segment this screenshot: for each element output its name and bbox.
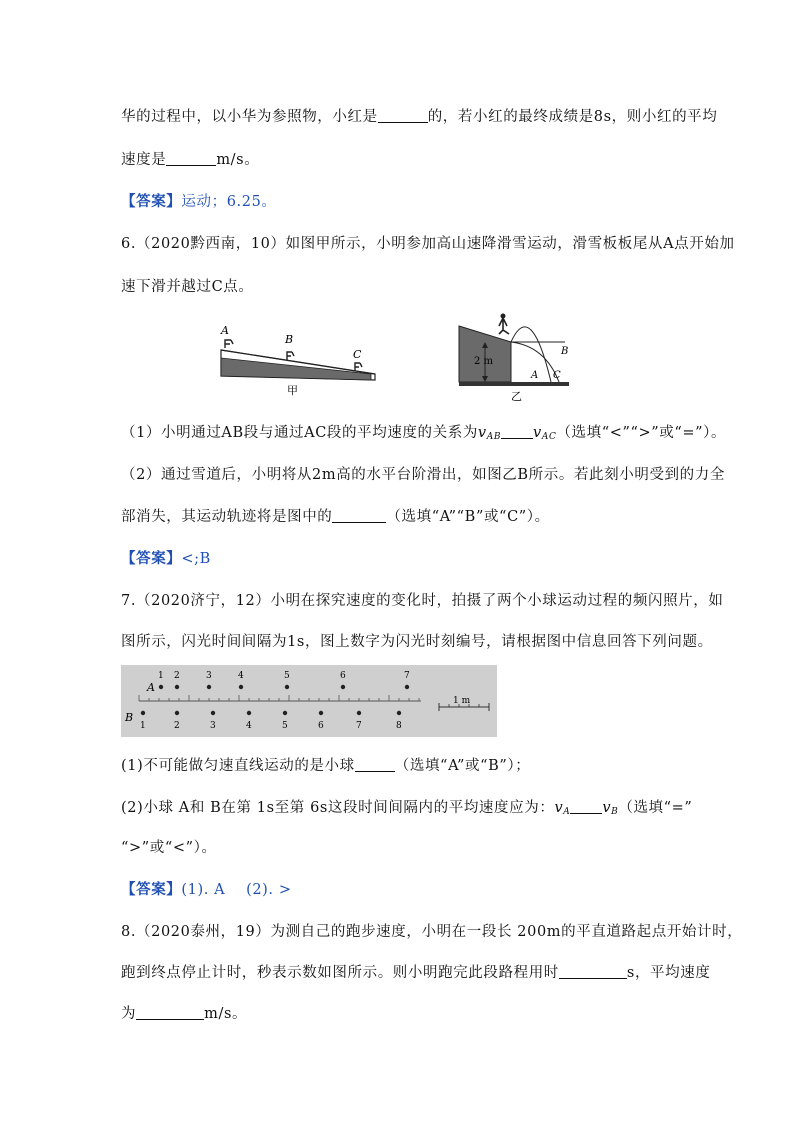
answer-line: [121, 192, 681, 212]
ball-b-number: 5: [282, 721, 288, 731]
ball-b-number: 8: [396, 721, 402, 731]
question-7-sub-1: (1)不可能做匀速直线运动的是小球 （选填“A”或“B”）；: [121, 758, 531, 774]
ball-b-number: 4: [246, 721, 252, 731]
ball-b-number: 3: [210, 721, 216, 731]
ball-b-number: 1: [140, 721, 146, 731]
question-8-line-1: 8.（2020泰州，19）为测自己的跑步速度，小明在一段长 200m的平直道路起点开始计时，: [121, 924, 743, 940]
ball-a-number: 4: [238, 671, 244, 681]
answer-blank: [501, 424, 533, 439]
question-6-line-1: 6.（2020黔西南，10）如图甲所示，小明参加高山速降滑雪运动，滑雪板板尾从A点开始加: [121, 236, 735, 252]
ball-a-dot: [341, 685, 345, 689]
ball-b-number: 6: [318, 721, 324, 731]
question-7-line-2: 图所示，闪光时间间隔为1s，图上数字为闪光时刻编号，请根据图中信息回答下列问题。: [121, 634, 713, 650]
answer-blank: [378, 108, 428, 123]
ball-b-dot: [319, 711, 323, 715]
answer-value: <;B: [181, 551, 211, 567]
label-b: B: [561, 346, 569, 357]
label-c: C: [553, 370, 561, 381]
label-c: C: [353, 348, 362, 361]
figure-jia: [215, 318, 385, 398]
ball-a-number: 1: [158, 671, 164, 681]
answer-tag: 【答案】: [121, 550, 182, 567]
ball-a-dot: [285, 685, 289, 689]
figure-caption: 乙: [511, 390, 522, 403]
figure-yi: [455, 312, 585, 404]
question-7-sub-2: (2)小球 A和 B在第 1s至第 6s这段时间间隔内的平均速度应为：$v_A$ $v_B$（选填“=”: [121, 800, 693, 817]
answer-line: [121, 880, 681, 900]
question-6-sub-2: （2）通过雪道后，小明将从2m高的水平台阶滑出，如图乙B所示。若此刻小明受到的力全: [121, 467, 725, 483]
label-a: A: [221, 324, 229, 337]
height-label: 2 m: [474, 356, 494, 367]
answer-blank: [136, 1005, 204, 1020]
answer-blank: [570, 799, 602, 814]
ball-b-dot: [397, 711, 401, 715]
scale-label: 1 m: [453, 696, 471, 706]
answer-blank: [166, 151, 216, 166]
ball-a-number: 7: [404, 671, 410, 681]
answer-blank: [332, 508, 386, 523]
question-6-sub-2-cont: 部消失，其运动轨迹将是图中的 （选填“A”“B”或“C”）。: [121, 509, 550, 525]
question-7-sub-2-cont: “>”或“<”）。: [121, 840, 217, 856]
answer-tag: 【答案】: [121, 881, 182, 898]
ball-a-dot: [159, 685, 163, 689]
text-line: 速度是 m/s。: [121, 152, 260, 168]
question-8-line-2: 跑到终点停止计时，秒表示数如图所示。则小明跑完此段路程用时 s，平均速度: [121, 965, 711, 981]
ball-a-dot: [239, 685, 243, 689]
question-6-line-2: 速下滑并越过C点。: [121, 279, 254, 295]
answer-line: [121, 549, 681, 569]
ball-a-label: A: [147, 681, 155, 694]
ball-a-number: 3: [206, 671, 212, 681]
ball-a-dot: [175, 685, 179, 689]
question-6-sub-1: （1）小明通过AB段与通过AC段的平均速度的关系为$v_{AB}$ $v_{AC}$（选填“<”“>”或“=”）。: [121, 425, 727, 442]
ball-b-dot: [283, 711, 287, 715]
ball-a-dot: [207, 685, 211, 689]
ball-b-number: 2: [174, 721, 180, 731]
ball-b-label: B: [125, 711, 134, 724]
ball-a-number: 5: [284, 671, 290, 681]
label-b: B: [285, 333, 294, 346]
answer-blank: [559, 964, 627, 979]
answer-tag: 【答案】: [121, 193, 182, 210]
figure-caption: 甲: [287, 384, 298, 397]
answer-value: 运动；6.25。: [181, 194, 277, 210]
ball-b-dot: [141, 711, 145, 715]
strobe-photo: [121, 665, 497, 737]
question-7-line-1: 7.（2020济宁，12）小明在探究速度的变化时，拍摄了两个小球运动过程的频闪照片，如: [121, 593, 724, 609]
answer-value: (1). A (2). >: [181, 882, 292, 898]
ball-a-number: 2: [174, 671, 180, 681]
ball-b-number: 7: [356, 721, 362, 731]
text-line: 华的过程中，以小华为参照物，小红是 的，若小红的最终成绩是8s，则小红的平均: [121, 109, 718, 125]
answer-blank: [355, 757, 395, 772]
ball-b-dot: [211, 711, 215, 715]
ball-b-dot: [247, 711, 251, 715]
question-8-line-3: 为 m/s。: [121, 1006, 248, 1022]
ball-b-dot: [175, 711, 179, 715]
ball-b-dot: [357, 711, 361, 715]
label-a: A: [531, 370, 539, 381]
ball-a-dot: [405, 685, 409, 689]
ball-a-number: 6: [340, 671, 346, 681]
